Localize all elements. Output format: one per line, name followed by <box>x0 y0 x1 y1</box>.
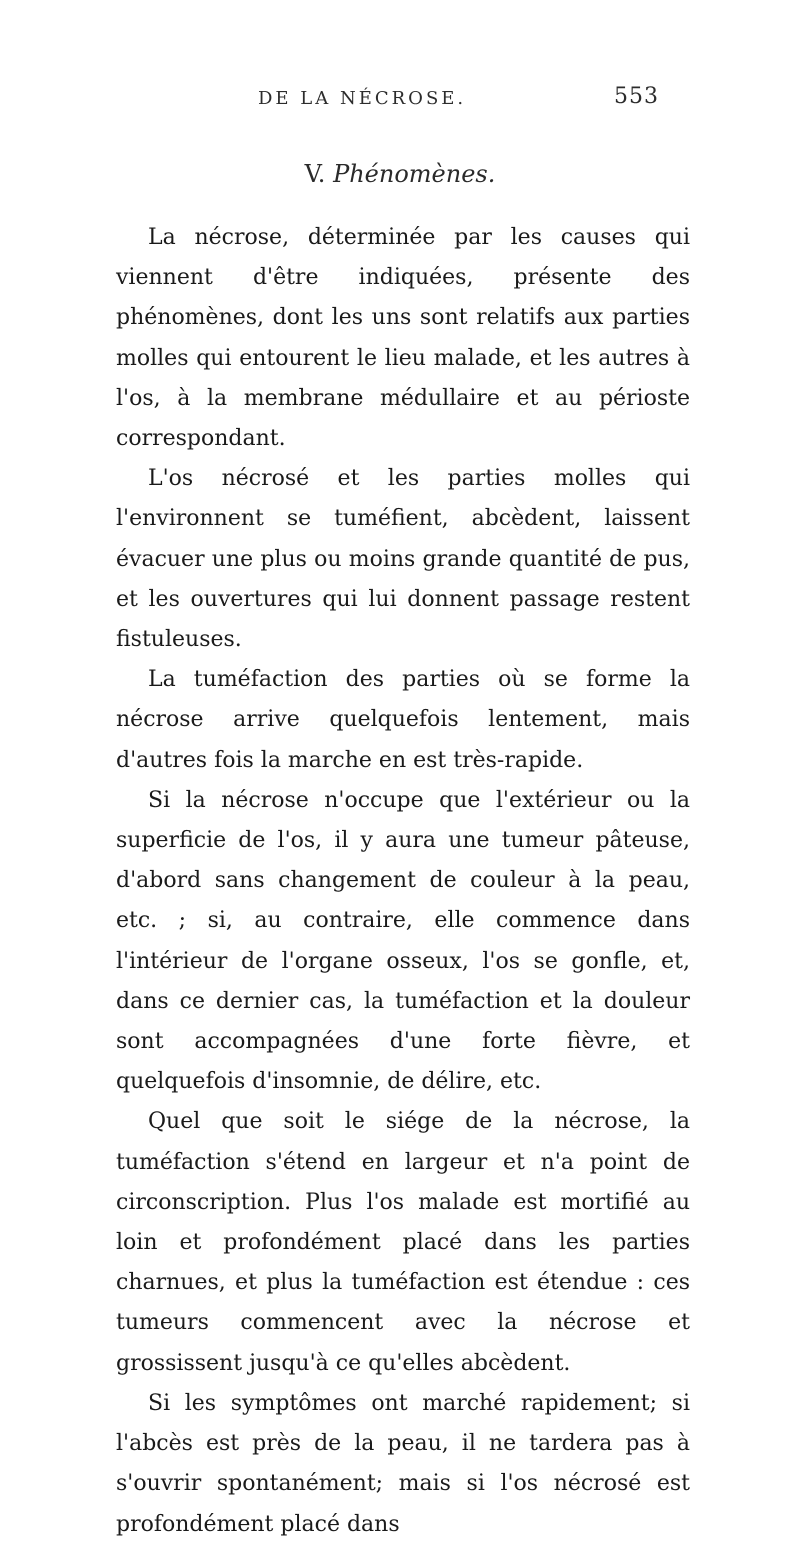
paragraph-1: La nécrose, déterminée par les causes qui viennent d'être indiquées, présente des phénomènes, dont les uns sont relatifs aux parties molles qui entourent le lieu malade, et les autres à l'os, à la membrane médullaire et au périoste correspondant. <box>116 225 690 452</box>
paragraph-5: Quel que soit le siége de la nécrose, la tuméfaction s'étend en largeur et n'a point de circonscription. Plus l'os malade est mortifié au loin et profondément placé dans les parties charnues, et plus la tuméfaction est étendue : ces tumeurs commencent avec la nécrose et grossissent jusqu'à ce qu'elles abcèdent. <box>116 1109 690 1376</box>
section-number: V. <box>304 160 326 188</box>
page-number: 553 <box>614 84 659 109</box>
body-text <box>116 218 690 1545</box>
paragraph-3: La tuméfaction des parties où se forme la nécrose arrive quelquefois lentement, mais d'autres fois la marche en est très-rapide. <box>116 667 690 773</box>
paragraph-2: L'os nécrosé et les parties molles qui l'environnent se tuméfient, abcèdent, laissent évacuer une plus ou moins grande quantité de pus, et les ouvertures qui lui donnent passage restent fistuleuses. <box>116 466 690 653</box>
section-heading <box>0 160 800 188</box>
paragraph-4: Si la nécrose n'occupe que l'extérieur ou la superficie de l'os, il y aura une tumeur pâteuse, d'abord sans changement de couleur à la peau, etc. ; si, au contraire, elle commence dans l'intérieur de l'organe osseux, l'os se gonfle, et, dans ce dernier cas, la tuméfaction et la douleur sont accompagnées d'une forte fièvre, et quelquefois d'insomnie, de délire, etc. <box>116 787 690 1095</box>
running-head: DE LA NÉCROSE. <box>258 88 467 109</box>
paragraph-6: Si les symptômes ont marché rapidement; si l'abcès est près de la peau, il ne tardera pas à s'ouvrir spontanément; mais si l'os nécrosé est profondément placé dans <box>116 1390 690 1537</box>
section-title: Phénomènes. <box>333 160 496 188</box>
